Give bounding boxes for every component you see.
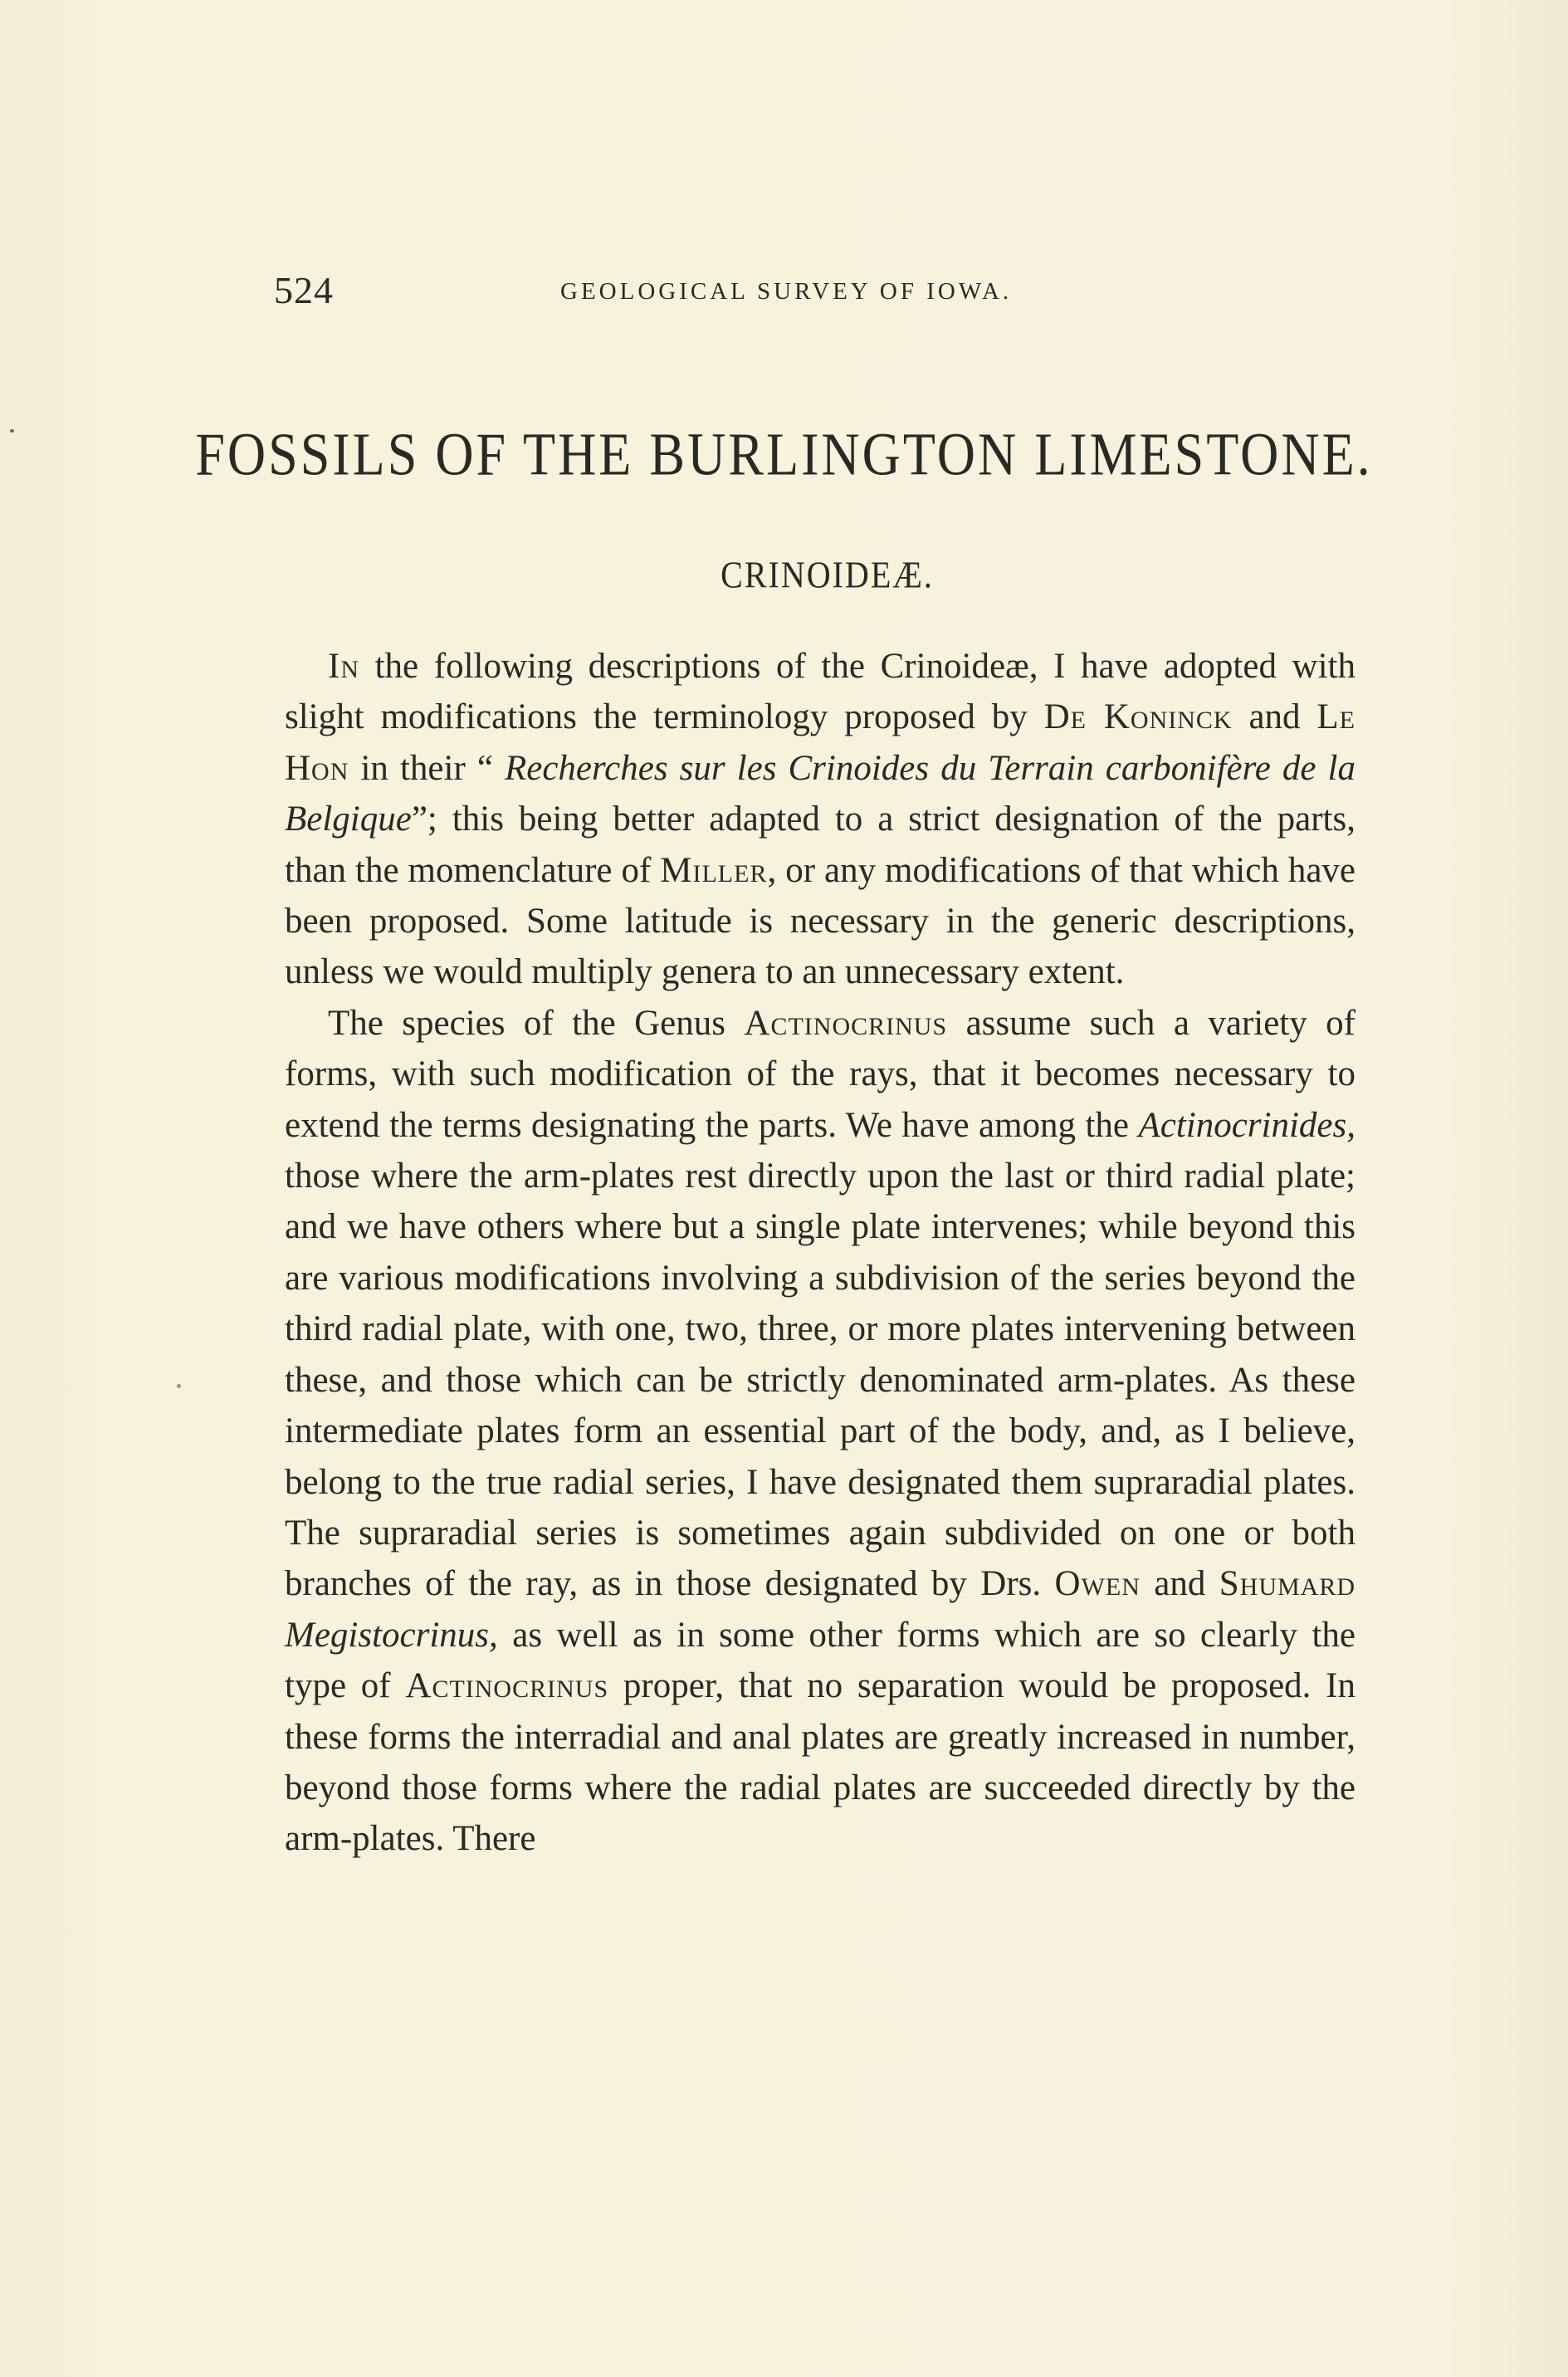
chapter-title: FOSSILS OF THE BURLINGTON LIMESTONE. (195, 420, 1373, 488)
genus-name: Actinocrinus (405, 1666, 609, 1706)
body-text (285, 641, 1356, 1865)
text-run: assume such a variety of forms, with such modification of the rays, that it becomes necessary to extend the terms designating the parts. We have among the (285, 1003, 1356, 1145)
author-name: De Koninck (1043, 697, 1233, 737)
section-title: CRINOIDEÆ. (720, 553, 934, 596)
genus-name: Megistocrinus, (285, 1615, 498, 1655)
author-name: Le Hon (285, 697, 1356, 788)
text-run: the following descriptions of the Crinoideæ, I have adopted with slight modifications the terminology proposed by (285, 647, 1356, 737)
text-run: and (1232, 697, 1317, 737)
author-name: Shumard (1219, 1564, 1356, 1604)
genus-name: Actinocrinus (744, 1003, 948, 1043)
page-number: 524 (274, 269, 334, 311)
text-run: , or any modifications of that which have been proposed. Some latitude is necessary in the generic descriptions, unless we would multiply genera to an unnecessary extent. (285, 850, 1356, 992)
taxon-name: Actinocrinides, (1138, 1105, 1356, 1145)
author-name: Owen (1054, 1564, 1141, 1604)
text-run: ”; this being better adapted to a strict designation of the parts, than the momenclature of (285, 800, 1356, 890)
text-run: in their “ (349, 748, 505, 788)
paragraph-2 (285, 998, 1356, 1865)
work-title: Recherches sur les Crinoides du Terrain carbonifère de la Belgique (285, 748, 1356, 839)
text-run: as well as in some other forms which are so clearly the type of (285, 1615, 1356, 1706)
text-run: The species of the Genus (328, 1003, 745, 1043)
text-run: and (1140, 1564, 1219, 1604)
author-name: Miller (660, 850, 768, 890)
paragraph-1 (285, 641, 1356, 998)
running-head (274, 268, 1353, 318)
text-run: those where the arm-plates rest directly upon the last or third radial plate; and we have others where but a single plate intervenes; while beyond this are various modifications involving a subdivision of the series beyond the third radial plate, with one, two, three, or more plates intervening between these, and those which can be strictly denominated arm-plates. As these intermediate plates form an essential part of the body, and, as I believe, belong to the true radial series, I have designated them supraradial plates. The supraradial series is sometimes again subdivided on one or both branches of the ray, as in those designated by Drs. (285, 1157, 1356, 1604)
running-title: GEOLOGICAL SURVEY OF IOWA. (560, 278, 1013, 305)
drop-word: In (328, 647, 359, 686)
margin-speck (177, 1384, 181, 1388)
text-run: proper, that no separation would be proposed. In these forms the interradial and anal plates are greatly increased in number, beyond those forms where the radial plates are succeeded directly by the arm-plates. There (285, 1666, 1356, 1859)
